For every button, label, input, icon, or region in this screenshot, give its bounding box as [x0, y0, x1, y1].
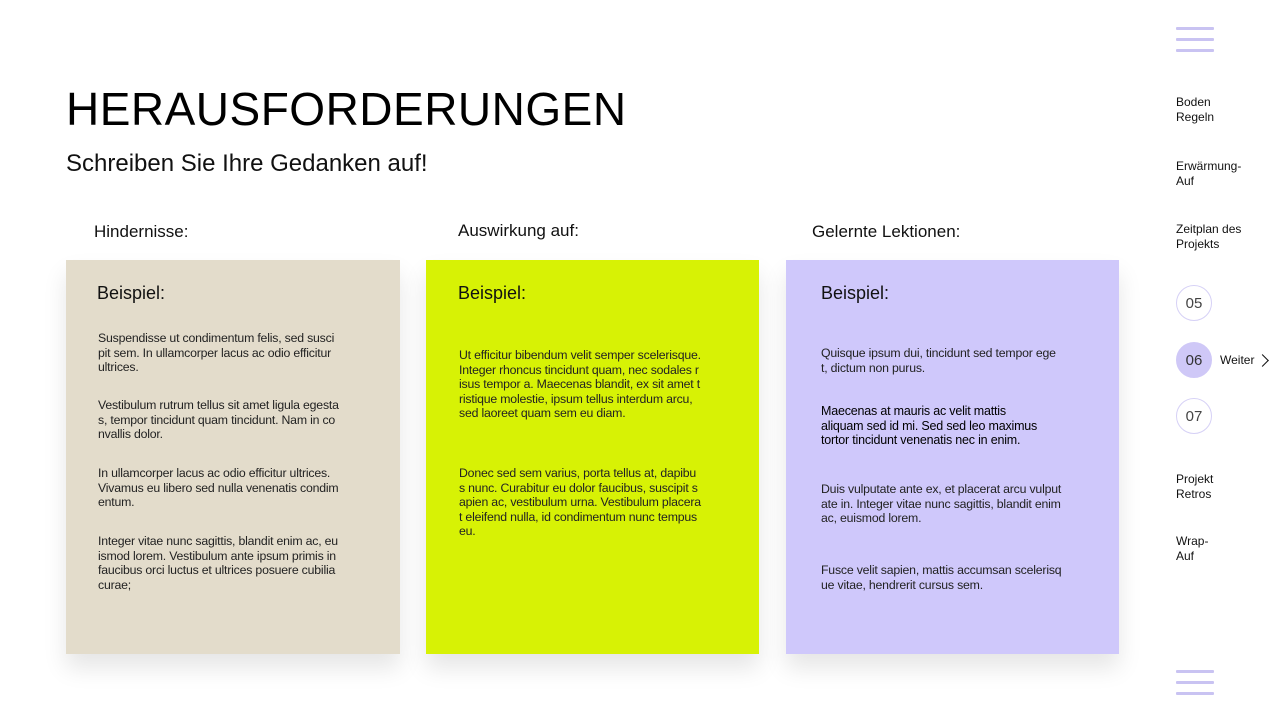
- chevron-right-icon: [1257, 354, 1270, 367]
- nav-item-ground-rules[interactable]: Boden Regeln: [1176, 95, 1215, 124]
- page-subtitle: Schreiben Sie Ihre Gedanken auf!: [66, 150, 428, 177]
- card-paragraph: Integer vitae nunc sagittis, blandit enim ac, euismod lorem. Vestibulum ante ipsum primis in faucibus orci luctus et ultrices posuere cubilia curae;: [98, 534, 338, 592]
- card-paragraph: In ullamcorper lacus ac odio efficitur ultrices. Vivamus eu libero sed nulla venenatis condimentum.: [98, 466, 339, 510]
- next-button[interactable]: [1220, 353, 1267, 367]
- menu-icon[interactable]: [1176, 670, 1214, 696]
- nav-number-07[interactable]: 07: [1176, 398, 1212, 434]
- card-heading: Beispiel:: [821, 283, 890, 303]
- nav-item-retros[interactable]: Projekt Retros: [1176, 472, 1214, 501]
- card-paragraph: Maecenas at mauris ac velit mattis aliquam sed id mi. Sed sed leo maximus tortor tincidunt venenatis nec in enim.: [821, 404, 1038, 448]
- card-heading: Beispiel:: [458, 283, 527, 303]
- nav-item-timeline[interactable]: Zeitplan des Projekts: [1176, 222, 1242, 251]
- next-label: Weiter: [1220, 353, 1255, 367]
- column-label-impact: Auswirkung auf:: [458, 221, 579, 240]
- nav-item-warm-up[interactable]: Erwärmung- Auf: [1176, 159, 1242, 188]
- card-heading: Beispiel:: [97, 283, 166, 303]
- page-title: HERAUSFORDERUNGEN: [66, 83, 627, 135]
- card-paragraph: Donec sed sem varius, porta tellus at, dapibus nunc. Curabitur eu dolor faucibus, suscipit sapien ac, vestibulum urna. Vestibulum placerat eleifend nulla, id condimentum nunc tempus eu.: [459, 466, 701, 539]
- card-paragraph: Quisque ipsum dui, tincidunt sed tempor eget, dictum non purus.: [821, 346, 1056, 375]
- card-paragraph: Fusce velit sapien, mattis accumsan scelerisque vitae, hendrerit cursus sem.: [821, 563, 1062, 592]
- card-impact: [426, 260, 759, 654]
- nav-item-wrap-up[interactable]: Wrap- Auf: [1176, 534, 1209, 563]
- card-paragraph: Suspendisse ut condimentum felis, sed suscipit sem. In ullamcorper lacus ac odio efficitur ultrices.: [98, 331, 335, 375]
- card-obstacles: [66, 260, 400, 654]
- nav-number-06-active[interactable]: 06: [1176, 342, 1212, 378]
- column-label-lessons: Gelernte Lektionen:: [812, 222, 961, 241]
- menu-icon[interactable]: [1176, 27, 1214, 53]
- card-lessons: [786, 260, 1119, 654]
- column-label-obstacles: Hindernisse:: [94, 222, 189, 241]
- card-paragraph: Ut efficitur bibendum velit semper scelerisque. Integer rhoncus tincidunt quam, nec sodales risus tempor a. Maecenas blandit, ex sit amet tristique molestie, ipsum tellus interdum arcu, sed laoreet quam sem eu diam.: [459, 348, 701, 421]
- card-paragraph: Vestibulum rutrum tellus sit amet ligula egestas, tempor tincidunt quam tincidunt. Nam in convallis dolor.: [98, 398, 339, 442]
- nav-number-05[interactable]: 05: [1176, 285, 1212, 321]
- card-paragraph: Duis vulputate ante ex, et placerat arcu vulputate in. Integer vitae nunc sagittis, blandit enim ac, euismod lorem.: [821, 482, 1062, 526]
